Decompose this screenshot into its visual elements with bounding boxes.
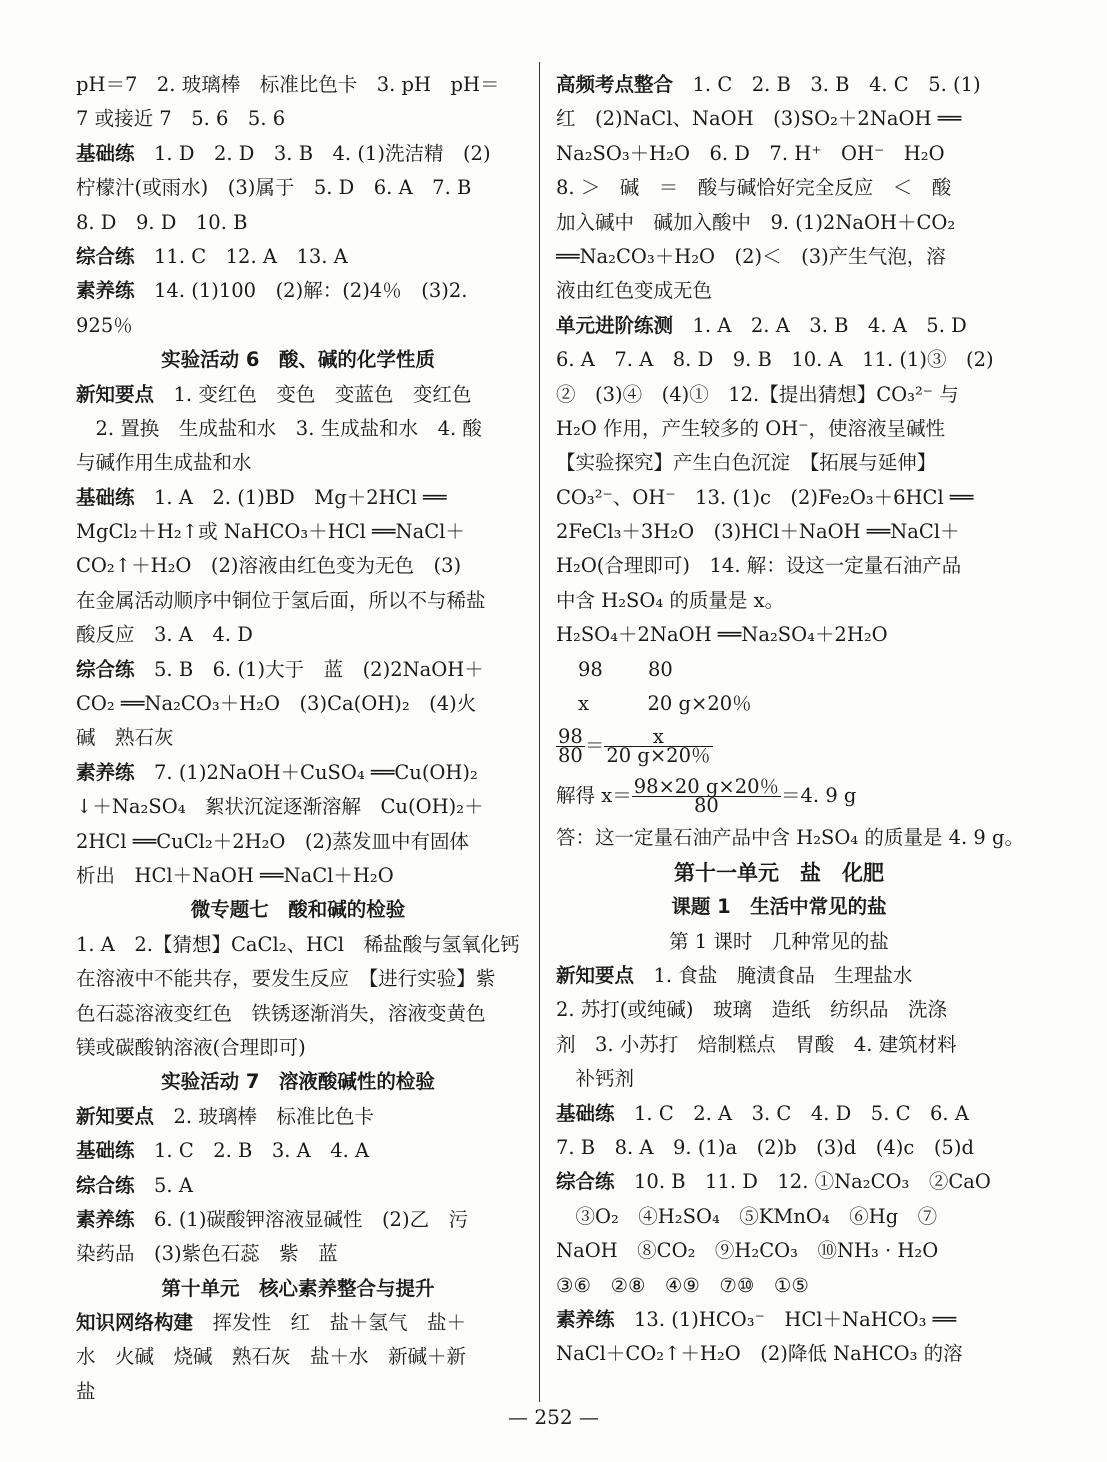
answer-line [556, 618, 1002, 652]
exercise-label: 素养练 [76, 1207, 135, 1231]
answer-line [556, 240, 1002, 274]
answer-line [76, 859, 520, 893]
calc-answer: 答：这一定量石油产品中含 H₂SO₄ 的质量是 4. 9 g。 [556, 826, 1024, 850]
equals-sign: ＝ [584, 734, 605, 758]
lesson-title: 课题 1 生活中常见的盐 [671, 895, 887, 919]
answer-line [556, 1165, 1002, 1199]
answer-line [556, 1200, 1002, 1234]
answer-text: NaCl＋CO₂↑＋H₂O (2)降低 NaHCO₃ 的溶 [556, 1342, 963, 1366]
answer-line [76, 481, 520, 515]
answer-text: 【实验探究】产生白色沉淀 【拓展与延伸】 [556, 451, 937, 475]
fraction-solution: $\frac{98\times 20 g\times 20\%}{80}$ [633, 774, 780, 817]
right-top-section [556, 68, 1002, 653]
exercise-label: 知识网络构建 [76, 1311, 194, 1335]
answer-line [76, 653, 520, 687]
answer-line [76, 68, 520, 102]
answer-text: 盐 [76, 1379, 96, 1403]
answer-text: 镁或碳酸钠溶液(合理即可) [76, 1035, 306, 1059]
answer-text: 2. 玻璃棒 标准比色卡 [154, 1104, 374, 1128]
page-number: — 252 — [508, 1405, 599, 1429]
answer-line [556, 1269, 1002, 1303]
answer-text: 10. B 11. D 12. ①Na₂CO₃ ②CaO [614, 1170, 991, 1194]
answer-line [76, 825, 520, 859]
answer-text: 1. C 2. A 3. C 4. D 5. C 6. A [614, 1101, 969, 1125]
answer-text: 2FeCl₃＋3H₂O (3)HCl＋NaOH ══NaCl＋ [556, 520, 960, 544]
answer-text: 1. D 2. D 3. B 4. (1)洗洁精 (2) [134, 141, 491, 165]
answer-text: 13. (1)HCO₃⁻ HCl＋NaHCO₃ ══ [614, 1307, 957, 1331]
calc-proportion [556, 721, 1002, 771]
answer-text: 6. (1)碳酸钾溶液显碱性 (2)乙 污 [134, 1207, 469, 1231]
answer-line [556, 515, 1002, 549]
answer-text: ③⑥ ②⑧ ④⑨ ⑦⑩ ①⑤ [556, 1273, 809, 1297]
answer-text: 染药品 (3)紫色石蕊 紫 蓝 [76, 1242, 338, 1266]
answer-text: 7. (1)2NaOH＋CuSO₄ ══Cu(OH)₂ [134, 760, 478, 784]
answer-line [76, 928, 520, 962]
answer-text: 1. A 2. (1)BD Mg＋2HCl ══ [134, 485, 447, 509]
answer-line [76, 206, 520, 240]
answer-text: 与碱作用生成盐和水 [76, 451, 252, 475]
answer-line [556, 412, 1002, 446]
answer-text: 8. D 9. D 10. B [76, 210, 248, 234]
answer-line [76, 1169, 520, 1203]
answer-text: 中含 H₂SO₄ 的质量是 x。 [556, 588, 785, 612]
answer-line [556, 1131, 1002, 1165]
answer-line [556, 446, 1002, 480]
answer-line [76, 378, 520, 412]
exercise-label: 基础练 [76, 1139, 135, 1163]
right-column [556, 68, 1024, 1372]
answer-text: 补钙剂 [556, 1067, 635, 1091]
fraction-left: $\frac{98}{80}$ [558, 724, 583, 767]
calc-ratio-row-2: x 20 g×20％ [578, 692, 752, 716]
answer-text: 925％ [76, 313, 133, 337]
answer-line [556, 584, 1002, 618]
exercise-label: 素养练 [76, 279, 135, 303]
answer-text: ↓＋Na₂SO₄ 絮状沉淀逐渐溶解 Cu(OH)₂＋ [76, 795, 484, 819]
answer-line [76, 721, 520, 755]
answer-line [556, 309, 1002, 343]
column-divider [539, 62, 540, 1402]
answer-line [76, 1134, 520, 1168]
answer-line [556, 549, 1002, 583]
answer-line [556, 68, 1002, 102]
answer-line [76, 790, 520, 824]
exercise-label: 综合练 [76, 657, 135, 681]
section-heading: 实验活动 6 酸、碱的化学性质 [161, 348, 435, 372]
answer-text: ══Na₂CO₃＋H₂O (2)＜ (3)产生气泡，溶 [556, 244, 946, 268]
answer-text: 水 火碱 烧碱 熟石灰 盐＋水 新碱＋新 [76, 1345, 467, 1369]
answer-line [76, 137, 520, 171]
exercise-label: 新知要点 [556, 963, 635, 987]
answer-text: CO₃²⁻、OH⁻ 13. (1)c (2)Fe₂O₃＋6HCl ══ [556, 485, 974, 509]
answer-text: H₂O(合理即可) 14. 解：设这一定量石油产品 [556, 554, 962, 578]
right-bottom-section [556, 959, 1002, 1372]
answer-text: 在金属活动顺序中铜位于氢后面，所以不与稀盐 [76, 588, 486, 612]
exercise-label: 素养练 [76, 760, 135, 784]
answer-text: Na₂SO₃＋H₂O 6. D 7. H⁺ OH⁻ H₂O [556, 141, 945, 165]
answer-line [556, 1234, 1002, 1268]
answer-text: 碱 熟石灰 [76, 726, 174, 750]
answer-text: ② (3)④ (4)① 12.【提出猜想】CO₃²⁻ 与 [556, 382, 959, 406]
calc-solution: 解得 x＝ $\frac{98\times 20 g\times 20\%}{80}$ ＝4. 9 g [556, 774, 857, 817]
answer-line [76, 549, 520, 583]
answer-line [76, 618, 520, 652]
answer-line [76, 997, 520, 1031]
answer-line [556, 959, 1002, 993]
answer-line [556, 1062, 1002, 1096]
answer-line [76, 240, 520, 274]
answer-line [76, 412, 520, 446]
calc-ratio-row-1: 98 80 [578, 657, 673, 681]
answer-text: 2HCl ══CuCl₂＋2H₂O (2)蒸发皿中有固体 [76, 829, 470, 853]
answer-text: 2. 置换 生成盐和水 3. 生成盐和水 4. 酸 [76, 416, 482, 440]
exercise-label: 新知要点 [76, 382, 155, 406]
answer-line [76, 1100, 520, 1134]
answer-line [76, 515, 520, 549]
answer-line [76, 1340, 520, 1374]
answer-line [556, 1097, 1002, 1131]
answer-line [76, 1237, 520, 1271]
section-heading: 实验活动 7 溶液酸碱性的检验 [161, 1070, 435, 1094]
fraction-right: $\frac{x}{20 g\times 20\%}$ [606, 724, 711, 767]
answer-line [556, 206, 1002, 240]
answer-text: 14. (1)100 (2)解：(2)4％ (3)2. [134, 279, 468, 303]
answer-text: 6. A 7. A 8. D 9. B 10. A 11. (1)③ (2) [556, 348, 994, 372]
exercise-label: 综合练 [76, 244, 135, 268]
exercise-label: 新知要点 [76, 1104, 155, 1128]
answer-text: 5. A [134, 1173, 193, 1197]
answer-line [76, 962, 520, 996]
answer-text: 1. A 2.【猜想】CaCl₂、HCl 稀盐酸与氢氧化钙 [76, 932, 520, 956]
answer-line [76, 1203, 520, 1237]
exercise-label: 综合练 [556, 1170, 615, 1194]
answer-text: 加入碱中 碱加入酸中 9. (1)2NaOH＋CO₂ [556, 210, 956, 234]
answer-text: NaOH ⑧CO₂ ⑨H₂CO₃ ⑩NH₃ · H₂O [556, 1239, 939, 1263]
answer-line [556, 171, 1002, 205]
answer-text: 酸反应 3. A 4. D [76, 623, 253, 647]
answer-text: 在溶液中不能共存，要发生反应 【进行实验】紫 [76, 967, 496, 991]
answer-text: MgCl₂＋H₂↑或 NaHCO₃＋HCl ══NaCl＋ [76, 520, 465, 544]
answer-line [556, 274, 1002, 308]
answer-line [76, 1306, 520, 1340]
answer-text: 1. 变红色 变色 变蓝色 变红色 [154, 382, 472, 406]
answer-text: 11. C 12. A 13. A [134, 244, 348, 268]
answer-text: 剂 3. 小苏打 焙制糕点 胃酸 4. 建筑材料 [556, 1032, 957, 1056]
answer-line [556, 378, 1002, 412]
answer-line [76, 274, 520, 308]
answer-text: 7 或接近 7 5. 6 5. 6 [76, 107, 286, 131]
answer-text: H₂SO₄＋2NaOH ══Na₂SO₄＋2H₂O [556, 623, 888, 647]
answer-line [76, 756, 520, 790]
answer-text: 1. 食盐 腌渍食品 生理盐水 [634, 963, 913, 987]
section-heading: 第十单元 核心素养整合与提升 [161, 1276, 435, 1300]
answer-line [76, 1031, 520, 1065]
answer-text: 挥发性 红 盐＋氢气 盐＋ [193, 1311, 467, 1335]
exercise-label: 基础练 [76, 141, 135, 165]
calculation-block [556, 653, 1024, 856]
answer-line [76, 584, 520, 618]
chapter-title: 第十一单元 盐 化肥 [674, 860, 884, 885]
exercise-label: 综合练 [76, 1173, 135, 1197]
answer-line [76, 171, 520, 205]
section-heading: 微专题七 酸和碱的检验 [190, 898, 406, 922]
period-title: 第 1 课时 几种常见的盐 [669, 929, 889, 953]
answer-text: H₂O 作用，产生较多的 OH⁻，使溶液呈碱性 [556, 416, 945, 440]
answer-text: 红 (2)NaCl、NaOH (3)SO₂＋2NaOH ══ [556, 107, 962, 131]
answer-text: CO₂↑＋H₂O (2)溶液由红色变为无色 (3) [76, 554, 462, 578]
answer-text: 1. C 2. B 3. B 4. C 5. (1) [673, 73, 981, 96]
answer-line [556, 481, 1002, 515]
left-column [76, 68, 520, 1409]
answer-line [556, 102, 1002, 136]
answer-text: 1. A 2. A 3. B 4. A 5. D [673, 313, 967, 337]
answer-text: 1. C 2. B 3. A 4. A [134, 1139, 370, 1163]
answer-line [76, 102, 520, 136]
exercise-label: 基础练 [76, 485, 135, 509]
answer-text: 8. ＞ 碱 ＝ 酸与碱恰好完全反应 ＜ 酸 [556, 176, 952, 200]
answer-text: 析出 HCl＋NaOH ══NaCl＋H₂O [76, 863, 394, 887]
exercise-label: 基础练 [556, 1101, 615, 1125]
answer-line [556, 137, 1002, 171]
answer-text: 液由红色变成无色 [556, 279, 713, 303]
answer-text: 柠檬汁(或雨水) (3)属于 5. D 6. A 7. B [76, 176, 472, 200]
answer-line [556, 993, 1002, 1027]
answer-line [556, 1028, 1002, 1062]
answer-text: ③O₂ ④H₂SO₄ ⑤KMnO₄ ⑥Hg ⑦ [556, 1204, 938, 1228]
exercise-label: 高频考点整合 [556, 73, 674, 96]
exercise-label: 素养练 [556, 1307, 615, 1331]
answer-line [76, 446, 520, 480]
answer-line [556, 1337, 1002, 1371]
answer-line [556, 343, 1002, 377]
answer-text: pH＝7 2. 玻璃棒 标准比色卡 3. pH pH＝ [76, 73, 500, 96]
answer-text: 2. 苏打(或纯碱) 玻璃 造纸 纺织品 洗涤 [556, 998, 948, 1022]
answer-text: 5. B 6. (1)大于 蓝 (2)2NaOH＋ [134, 657, 484, 681]
exercise-label: 单元进阶练测 [556, 313, 674, 337]
answer-line [556, 1303, 1002, 1337]
answer-line [76, 687, 520, 721]
answer-line [76, 309, 520, 343]
answer-text: CO₂ ══Na₂CO₃＋H₂O (3)Ca(OH)₂ (4)火 [76, 692, 477, 716]
answer-text: 色石蕊溶液变红色 铁锈逐渐消失，溶液变黄色 [76, 1001, 486, 1025]
answer-text: 7. B 8. A 9. (1)a (2)b (3)d (4)c (5)d [556, 1135, 974, 1159]
